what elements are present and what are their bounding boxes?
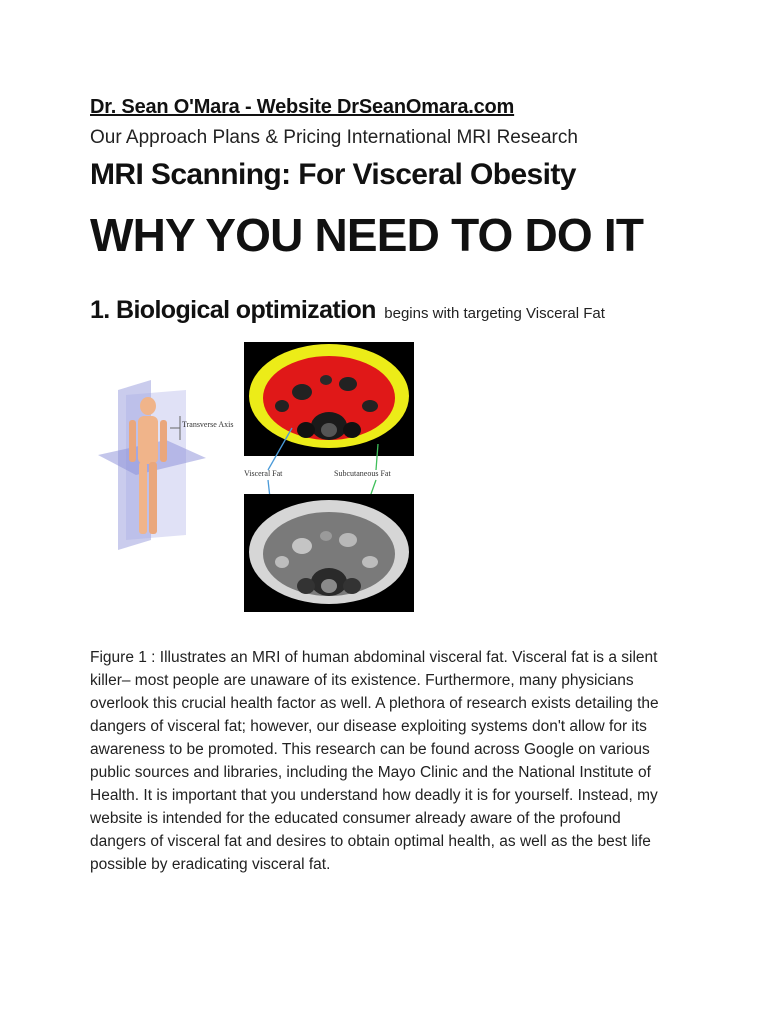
mri-segmented-slice bbox=[244, 342, 414, 456]
section-lead: 1. Biological optimization bbox=[90, 296, 376, 324]
mri-figure bbox=[96, 340, 426, 620]
visceral-fat-label: Visceral Fat bbox=[244, 469, 283, 478]
site-link[interactable]: Dr. Sean O'Mara - Website DrSeanOmara.com bbox=[90, 96, 515, 118]
mri-figure-graphic bbox=[96, 340, 426, 620]
anatomy-planes-illustration bbox=[98, 380, 233, 550]
section-heading bbox=[90, 296, 605, 325]
nav-line: Our Approach Plans & Pricing International MRI Research bbox=[90, 127, 578, 148]
mri-grayscale-slice bbox=[244, 494, 414, 612]
subcutaneous-fat-label: Subcutaneous Fat bbox=[334, 469, 391, 478]
article-headline: WHY YOU NEED TO DO IT bbox=[90, 209, 644, 261]
section-lead-rest: begins with targeting Visceral Fat bbox=[384, 305, 605, 322]
article-subtitle: MRI Scanning: For Visceral Obesity bbox=[90, 158, 576, 191]
figure-caption: Figure 1 : Illustrates an MRI of human abdominal visceral fat. Visceral fat is a silent killer– most people are unaware of its existence. Furthermore, many physicians overlook this crucial health factor as well. A plethora of research exists detailing the dangers of visceral fat; however, our disease exploiting systems don't allow for its awareness to be promoted. This research can be found across Google on various public sources and libraries, including the Mayo Clinic and the National Institute of Health. It is important that you understand how deadly it is for yourself. Instead, my website is intended for the educated consumer already aware of the profound dangers of visceral fat and desires to obtain optimal health, as well as the best life possible by eradicating visceral fat. bbox=[90, 649, 659, 873]
transverse-axis-label: Transverse Axis bbox=[182, 420, 234, 429]
